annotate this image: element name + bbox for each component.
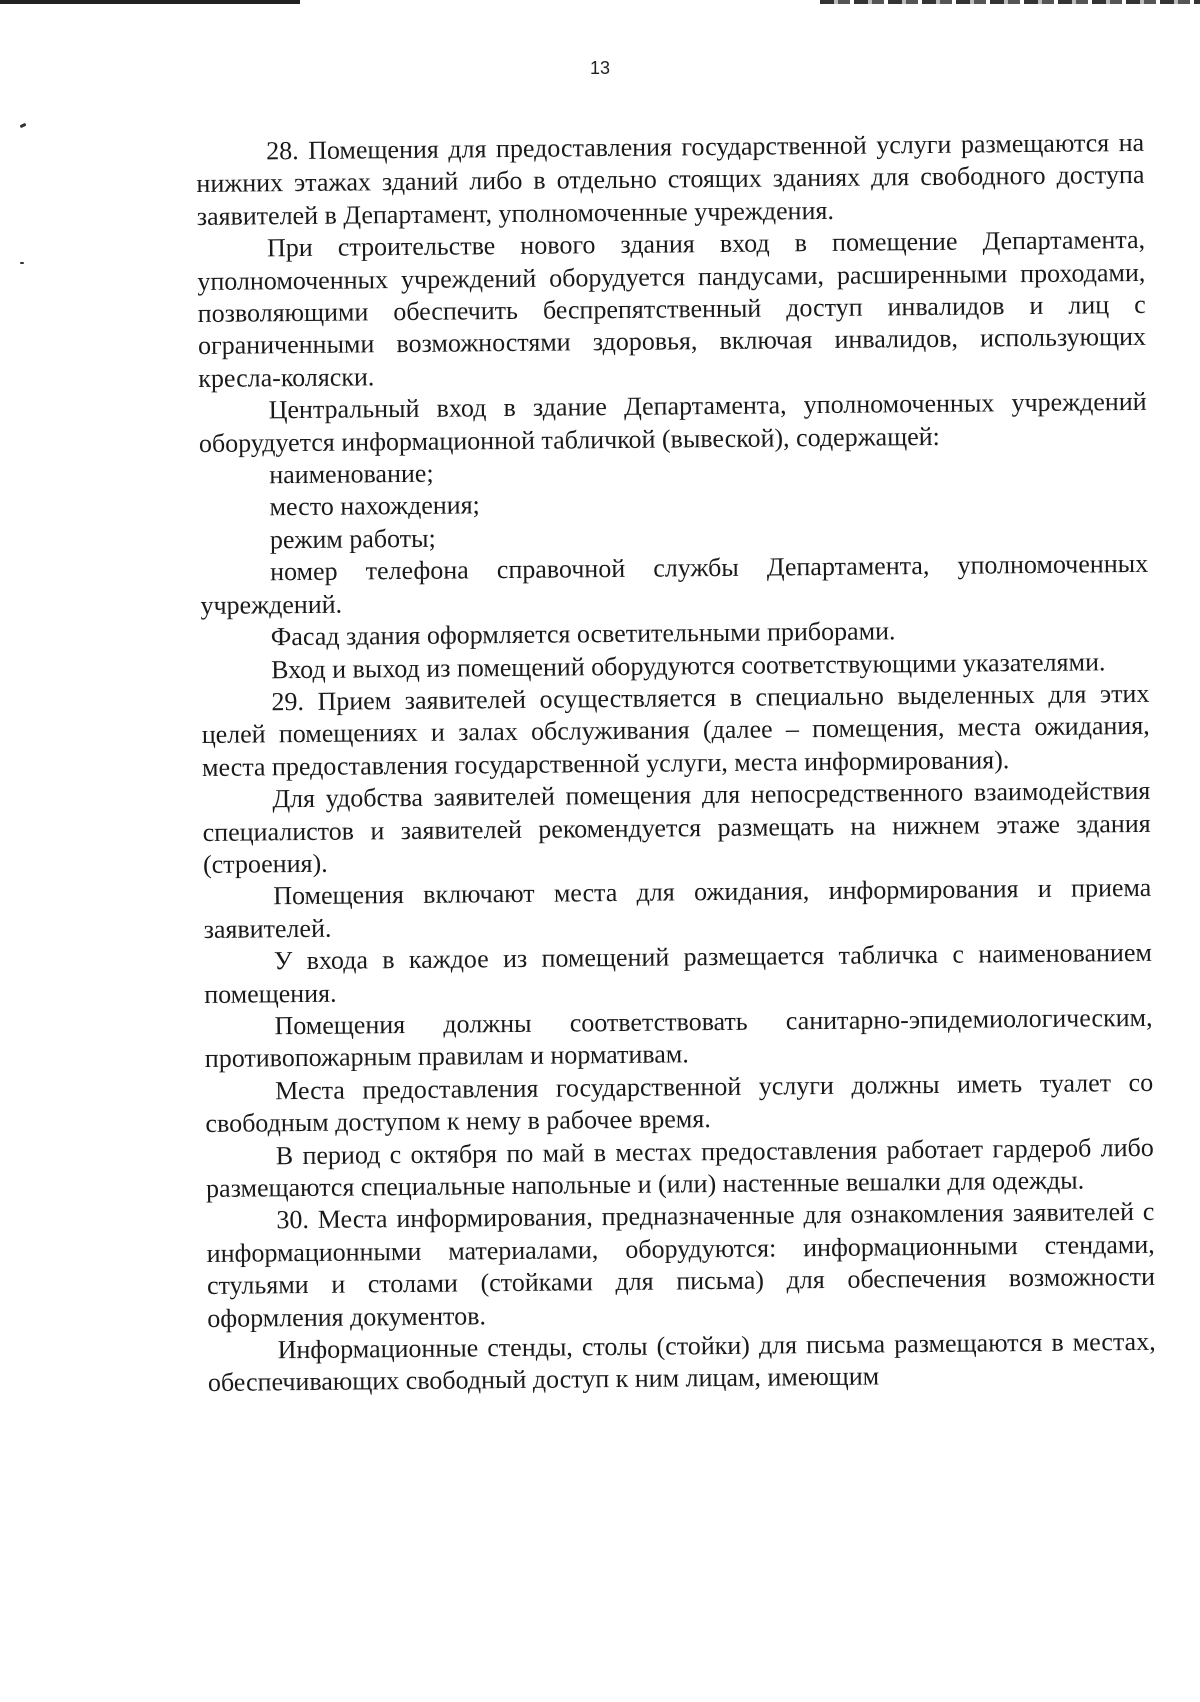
list-item: место нахождения;	[269, 490, 480, 522]
page-number: 13	[589, 58, 611, 78]
scan-edge-mark	[0, 0, 300, 4]
paragraph: Помещения включают места для ожидания, информирования и приема заявителей.	[203, 873, 1152, 944]
list-item: режим работы;	[269, 523, 436, 555]
scan-speck	[20, 123, 27, 128]
paragraph: Для удобства заявителей помещения для непосредственного взаимодействия специалистов и заявителей рекомендуется размещать на нижнем этаже здания (строения).	[202, 775, 1151, 879]
paragraph: Фасад здания оформляется осветительными приборами.	[270, 616, 896, 652]
list-item: номер телефона справочной службы Департамента, уполномоченных учреждений.	[200, 549, 1149, 620]
paragraph: В период с октября по май в местах предоставления работает гардероб либо размещаются специальные напольные и (или) настенные вешалки для одежды.	[205, 1132, 1154, 1203]
paragraph: При строительстве нового здания вход в помещение Департамента, уполномоченных учреждений оборудуется пандусами, расширенными проходами, позволяющими обеспечить беспрепятственный доступ инвалидов и лиц с ограниченными возможностями здоровья, включая инвалидов, использующих кресла-коляски.	[197, 225, 1147, 393]
document-body	[196, 127, 1156, 1400]
paragraph: Вход и выход из помещений оборудуются соответствующими указателями.	[270, 646, 1106, 684]
paragraph: У входа в каждое из помещений размещается табличка с наименованием помещения.	[204, 938, 1153, 1009]
list-item: наименование;	[269, 458, 434, 490]
paragraph: Помещения должны соответствовать санитарно-эпидемиологическим, противопожарным правилам и нормативам.	[204, 1002, 1153, 1074]
scan-edge-mark	[820, 0, 1200, 4]
paragraph: Места предоставления государственной услуги должны иметь туалет со свободным доступом к нему в рабочее время.	[205, 1067, 1154, 1139]
paragraph: Информационные стенды, столы (стойки) для письма размещаются в местах, обеспечивающих свободный доступ к ним лицам, имеющим	[207, 1326, 1156, 1398]
scan-speck	[20, 262, 24, 264]
paragraph: Центральный вход в здание Департамента, уполномоченных учреждений оборудуется информационной табличкой (вывеской), содержащей:	[198, 387, 1147, 458]
paragraph-28: 28. Помещения для предоставления государственной услуги размещаются на нижних этажах зданий либо в отдельно стоящих зданиях для свободного доступа заявителей в Департамент, уполномоченные учреждения.	[196, 127, 1145, 231]
paragraph-30: 30. Места информирования, предназначенные для ознакомления заявителей с информационными материалами, оборудуются: информационными стендами, стульями и столами (стойками для письма) для обеспечения возможности оформления документов.	[206, 1197, 1156, 1333]
paragraph-29: 29. Прием заявителей осуществляется в специально выделенных для этих целей помещениях и залах обслуживания (далее – помещения, места ожидания, места предоставления государственной услуги, места информирования).	[201, 678, 1150, 782]
